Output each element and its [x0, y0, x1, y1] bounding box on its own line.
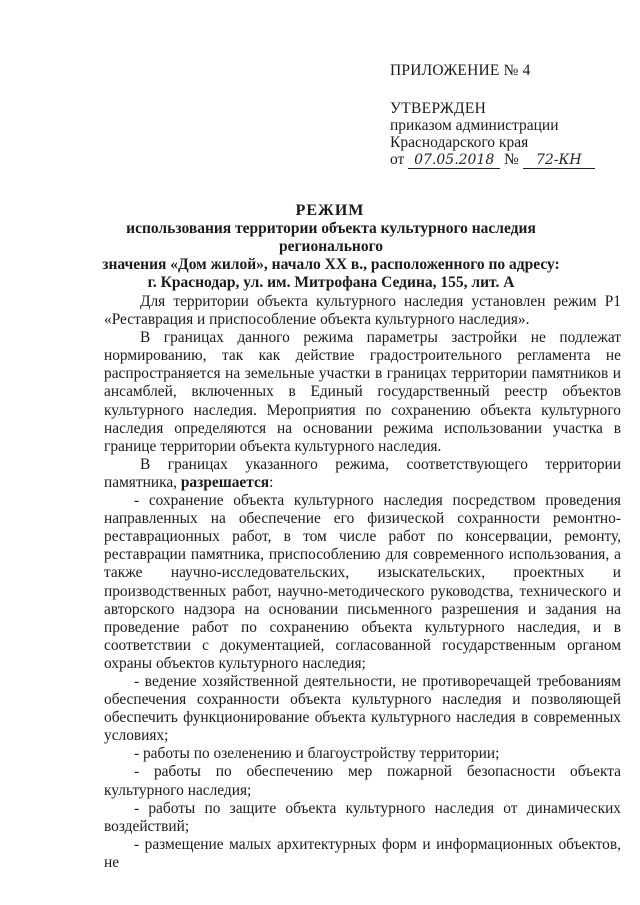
paragraph-boundaries: В границах данного режима параметры застройки не подлежат нормированию, так как действие градостроительного регламента не распространяется на земельные участки в границах территории памятников и ансамблей, включенных в Единый государственный реестр объектов культурного наследия. Мероприятия по сохранению объекта культурного наследия определяются на основании режима использовании участка в границе территории объекта культурного наследия. [104, 329, 621, 455]
document-title: РЕЖИМ [295, 202, 365, 219]
approved-by-line2: Краснодарского края [390, 134, 529, 151]
subtitle-line-1: использования территории объекта культурного наследия регионального [126, 220, 536, 255]
number-prefix: № [504, 151, 519, 168]
list-item: - размещение малых архитектурных форм и информационных объектов, не [104, 835, 621, 871]
subtitle-line-2: значения «Дом жилой», начало XX в., расположенного по адресу: [102, 256, 560, 273]
document-body [104, 293, 621, 872]
appendix-label: ПРИЛОЖЕНИЕ № 4 [390, 62, 531, 79]
approval-header [390, 62, 630, 169]
paragraph-regime: Для территории объекта культурного наследия установлен режим Р1 «Реставрация и приспособление объекта культурного наследия». [104, 293, 621, 329]
paragraph-permitted-intro [104, 456, 621, 492]
handwritten-date: 07.05.2018 [408, 153, 500, 169]
date-prefix: от [390, 151, 405, 168]
permitted-intro-colon: : [269, 473, 274, 491]
approved-label: УТВЕРЖДЕН [390, 100, 487, 117]
order-date-number-line [390, 151, 630, 169]
list-item: - работы по защите объекта культурного наследия от динамических воздействий; [104, 799, 621, 835]
handwritten-number: 72-КН [523, 153, 595, 169]
permitted-keyword: разрешается [180, 473, 270, 491]
subtitle-line-3: г. Краснодар, ул. им. Митрофана Седина, 155, лит. А [147, 274, 515, 291]
approved-by-line1: приказом администрации [390, 117, 559, 134]
list-item: - работы по озеленению и благоустройству территории; [134, 745, 500, 763]
list-item: - сохранение объекта культурного наследия посредством проведения направленных на обеспечение его физической сохранности ремонтно-реставрационных работ, в том числе работ по консервации, ремонту, реставрации памятника, приспособлению для современного использования, а также научно-исследовательских, изыскательских, проектных и производственных работ, научно-методического руководства, технического и авторского надзора на основании письменного разрешения и задания на проведение работ по сохранению объекта культурного наследия, и в соответствии с документацией, согласованной государственным органом охраны объектов культурного наследия; [104, 492, 621, 672]
list-item: - работы по обеспечению мер пожарной безопасности объекта культурного наследия; [104, 763, 621, 799]
list-item: - ведение хозяйственной деятельности, не противоречащей требованиям обеспечения сохранности объекта культурного наследия и позволяющей обеспечить функционирование объекта культурного наследия в современных условиях; [104, 672, 621, 745]
document-subtitle [100, 220, 562, 292]
permitted-intro-text: В границах указанного режима, соответствующего территории памятника, [104, 455, 621, 491]
